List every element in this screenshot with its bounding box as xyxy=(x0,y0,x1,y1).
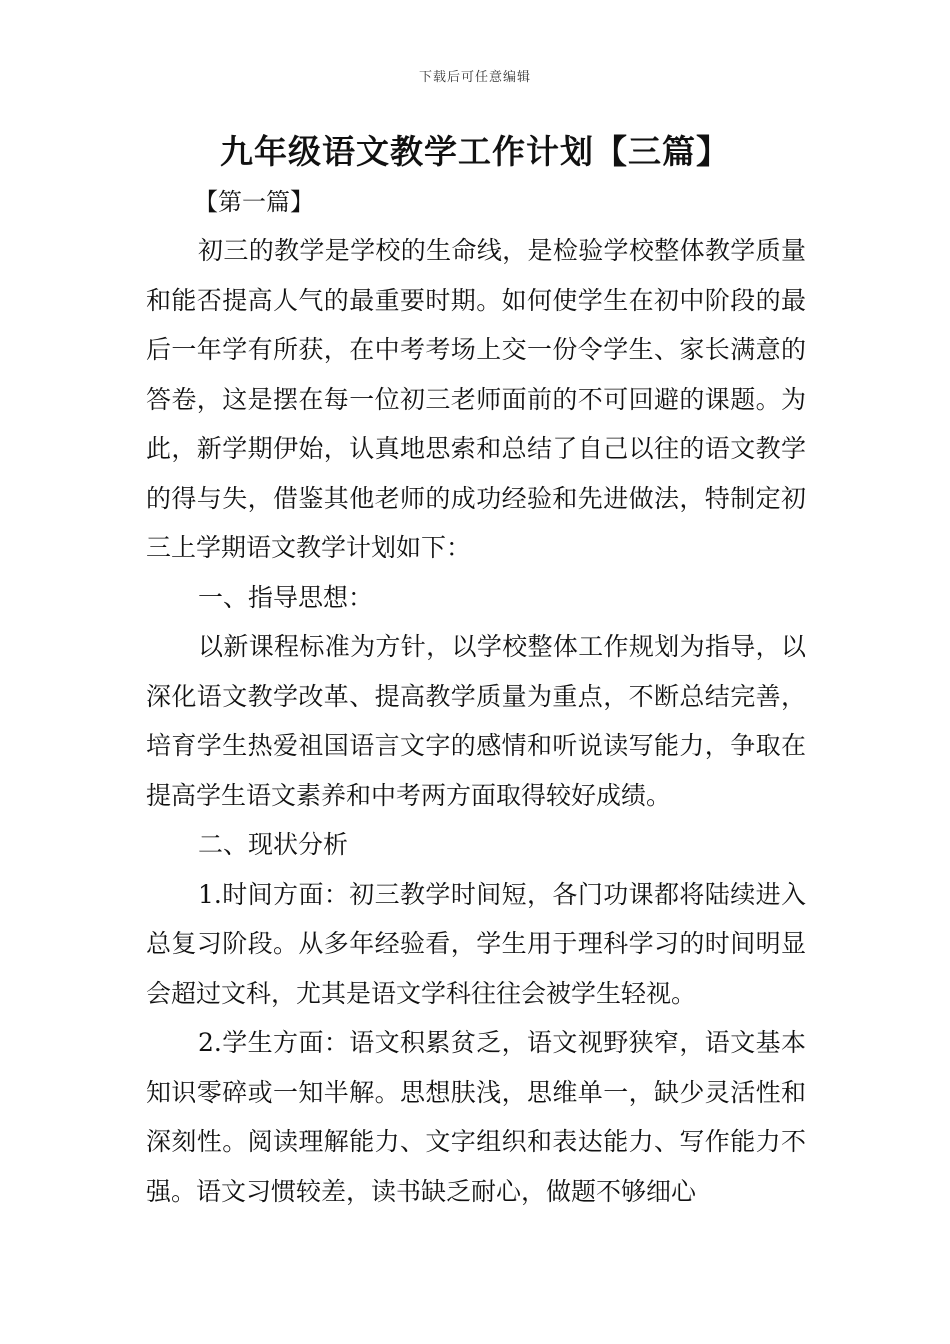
heading-guiding-thought: 一、指导思想： xyxy=(198,582,374,612)
paragraph-guiding: 以新课程标准为方针，以学校整体工作规划为指导，以深化语文教学改革、提高教学质量为重点，不断总结完善，培育学生热爱祖国语言文字的感情和听说读写能力，争取在提高学生语文素养和中考两方面取得较好成绩。 xyxy=(146,632,806,810)
heading-status-analysis: 二、现状分析 xyxy=(198,830,349,859)
paragraph-students: 2.学生方面：语文积累贫乏，语文视野狭窄，语文基本知识零碎或一知半解。思想肤浅，思维单一，缺少灵活性和深刻性。阅读理解能力、文字组织和表达能力、写作能力不强。语文习惯较差，读书缺乏耐心，做题不够细心 xyxy=(146,1028,806,1206)
paragraph-intro: 初三的教学是学校的生命线，是检验学校整体教学质量和能否提高人气的最重要时期。如何使学生在初中阶段的最后一年学有所获，在中考考场上交一份令学生、家长满意的答卷，这是摆在每一位初三老师面前的不可回避的课题。为此，新学期伊始，认真地思索和总结了自己以往的语文教学的得与失，借鉴其他老师的成功经验和先进做法，特制定初三上学期语文教学计划如下： xyxy=(146,236,806,562)
paragraph-time: 1.时间方面：初三教学时间短，各门功课都将陆续进入总复习阶段。从多年经验看，学生用于理科学习的时间明显会超过文科，尤其是语文学科往往会被学生轻视。 xyxy=(146,879,806,1008)
header-note: 下载后可任意编辑 xyxy=(418,70,531,85)
document-title: 九年级语文教学工作计划【三篇】 xyxy=(220,132,730,171)
section-label: 【第一篇】 xyxy=(194,188,314,216)
document-body xyxy=(146,178,806,1216)
